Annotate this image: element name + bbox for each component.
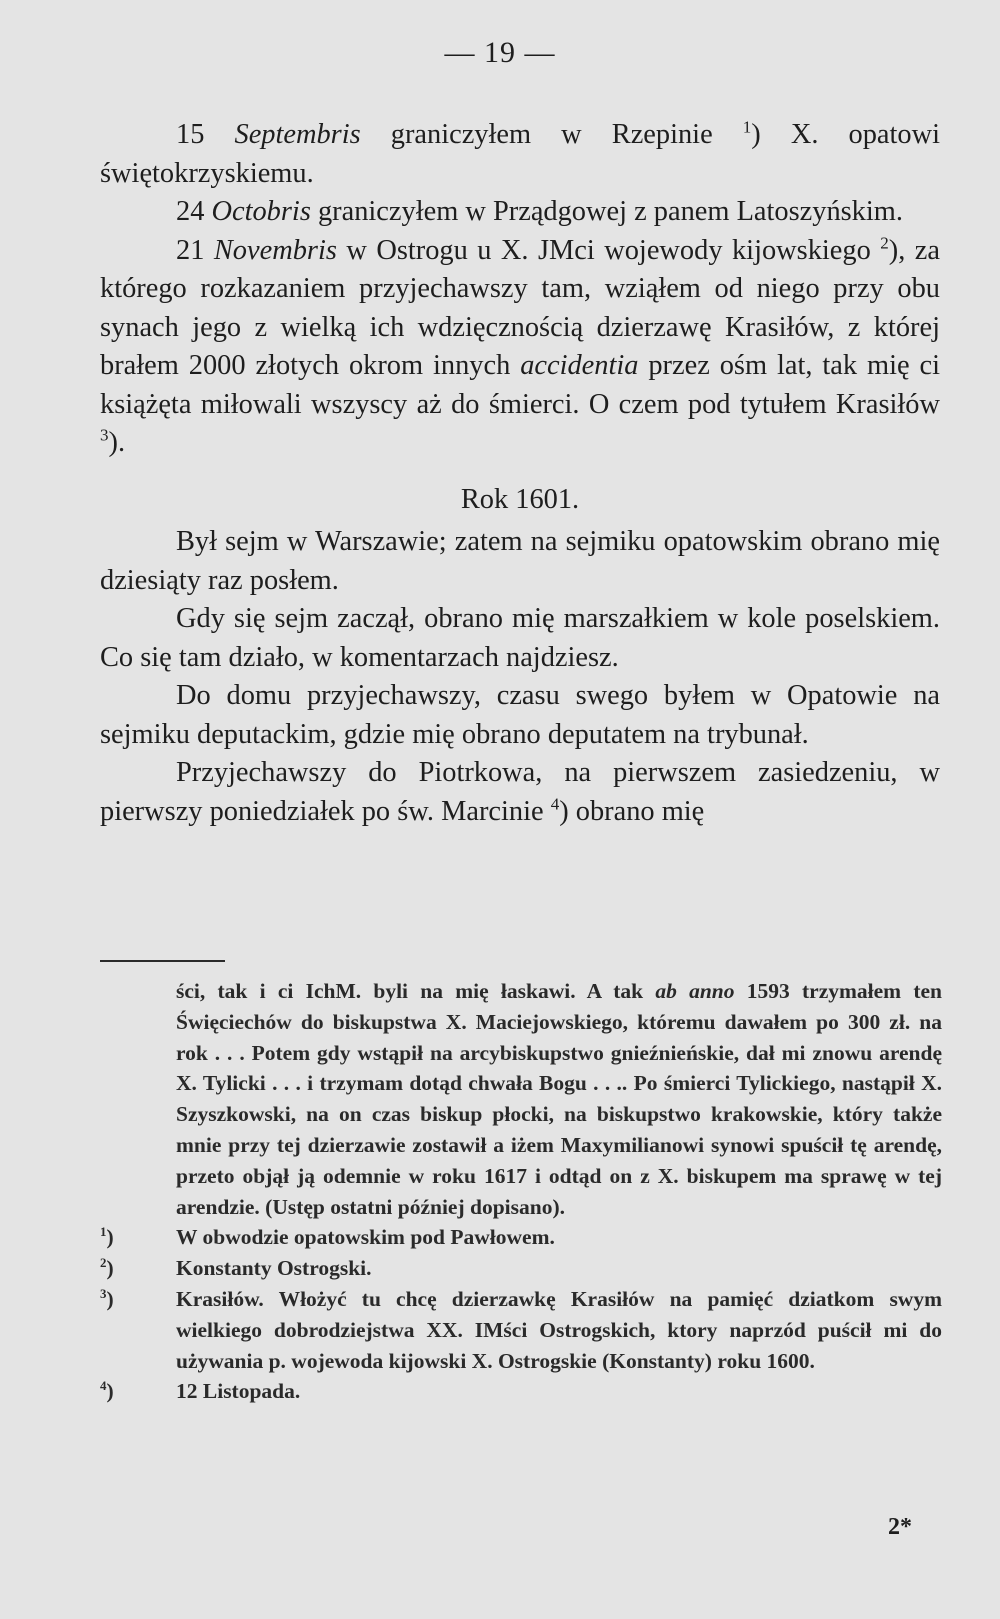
footnote-mark: $^4$) — [100, 1379, 114, 1404]
text: graniczyłem w Prządgowej z panem Latoszyńskim. — [310, 196, 903, 227]
footnote-ref-2: 2 — [880, 233, 889, 253]
footnote-number: 1 — [100, 1225, 107, 1240]
latin-date: Septembris — [234, 119, 361, 150]
footnote-mark: $^1$) — [100, 1225, 114, 1250]
text: ). — [108, 427, 126, 458]
footnote-number: 3 — [100, 1286, 107, 1301]
footnote-ref-1: 1 — [742, 117, 752, 137]
text: ści, tak i ci IchM. byli na mię łaskawi. A tak — [176, 979, 656, 1003]
footnotes — [100, 976, 942, 1407]
text: 21 — [176, 234, 214, 266]
footnote-ref-3: 3 — [100, 425, 109, 445]
footnote-continuation — [100, 976, 942, 1222]
footnote-text: Konstanty Ostrogski. — [176, 1256, 372, 1281]
footnote-ref-4: 4 — [550, 794, 560, 814]
footnote-rule — [100, 960, 225, 962]
latin-term: accidentia — [520, 350, 639, 381]
footnote-1 — [100, 1222, 942, 1253]
text: ) X. opatowi świętokrzyskiemu. — [100, 119, 941, 189]
paragraph-7 — [100, 754, 940, 831]
signature-mark: 2* — [888, 1514, 912, 1540]
paragraph-3 — [100, 232, 940, 463]
text: przez ośm lat, tak mię ci książęta miłowali wszyscy aż do śmierci. O czem pod tytułem Krasiłów — [100, 350, 940, 420]
main-text — [100, 116, 940, 831]
year-heading: Rok 1601. — [460, 483, 580, 515]
page-number: — 19 — — [444, 36, 556, 69]
paragraph-5: Gdy się sejm zaczął, obrano mię marszałkiem w kole poselskiem. Co się tam działo, w komentarzach najdziesz. — [100, 603, 940, 673]
footnote-mark: $^2$) — [100, 1256, 114, 1281]
text: 24 — [176, 196, 212, 227]
footnote-4 — [100, 1376, 942, 1407]
footnote-text: W obwodzie opatowskim pod Pawłowem. — [176, 1225, 555, 1250]
text: w Ostrogu u X. JMci wojewody kijowskiego — [336, 234, 881, 266]
text: ), za którego rozkazaniem przyjechawszy tam, wziąłem od niego przy obu synach jego z wielką ich wdzięcznością dzierzawę Krasiłów, z której brałem 2000 złotych okrom innych — [100, 234, 940, 381]
latin-term: ab anno — [655, 979, 735, 1003]
text: ) obrano mię — [559, 795, 705, 827]
paragraph-1 — [100, 116, 940, 193]
footnote-2 — [100, 1253, 942, 1284]
latin-date: Octobris — [211, 196, 311, 227]
text: graniczyłem w Rzepinie — [360, 119, 743, 150]
text: Przyjechawszy do Piotrkowa, na pierwszem zasiedzeniu, w pierwszy poniedziałek po św. Marcinie — [100, 757, 940, 827]
text: 1593 trzymałem ten Święciechów do biskupstwa X. Maciejowskiego, któremu dawałem po 300 zł. na rok . . . Potem gdy wstąpił na arcybiskupstwo gnieźnieńskie, dał mi znowu arendę X. Tylicki . . . i trzymam dotąd chwała Bogu . . .. Po śmierci Tylickiego, nastąpił X. Szyszkowski, na on czas biskup płocki, na biskupstwo krakowskie, który także mnie przy tej dzierzawie zostawił a iżem Maxymilianowi synowi spuścił tę arendę, przeto objął ją odemnie w roku 1617 i odtąd on z X. biskupem ma sprawę w tej arendzie. (Ustęp ostatni później dopisano). — [176, 979, 942, 1219]
footnote-3 — [100, 1284, 942, 1376]
footnote-mark: $^3$) — [100, 1286, 114, 1311]
footnote-text: Krasiłów. Włożyć tu chcę dzierzawkę Krasiłów na pamięć dziatkom swym wielkiego dobrodziejstwa XX. IMści Ostrogskich, ktory naprzód puścił mi do używania p. wojewoda kijowski X. Ostrogskie (Konstanty) roku 1600. — [176, 1286, 942, 1373]
paragraph-2 — [100, 193, 940, 232]
paragraph-6: Do domu przyjechawszy, czasu swego byłem w Opatowie na sejmiku deputackim, gdzie mię obrano deputatem na trybunał. — [100, 680, 940, 750]
text: 15 — [176, 119, 235, 150]
footnote-number: 4 — [100, 1379, 107, 1394]
paragraph-4: Był sejm w Warszawie; zatem na sejmiku opatowskim obrano mię dziesiąty raz posłem. — [100, 526, 940, 596]
footnote-number: 2 — [100, 1256, 107, 1271]
latin-date: Novembris — [213, 234, 337, 266]
footnote-text: 12 Listopada. — [176, 1379, 301, 1404]
